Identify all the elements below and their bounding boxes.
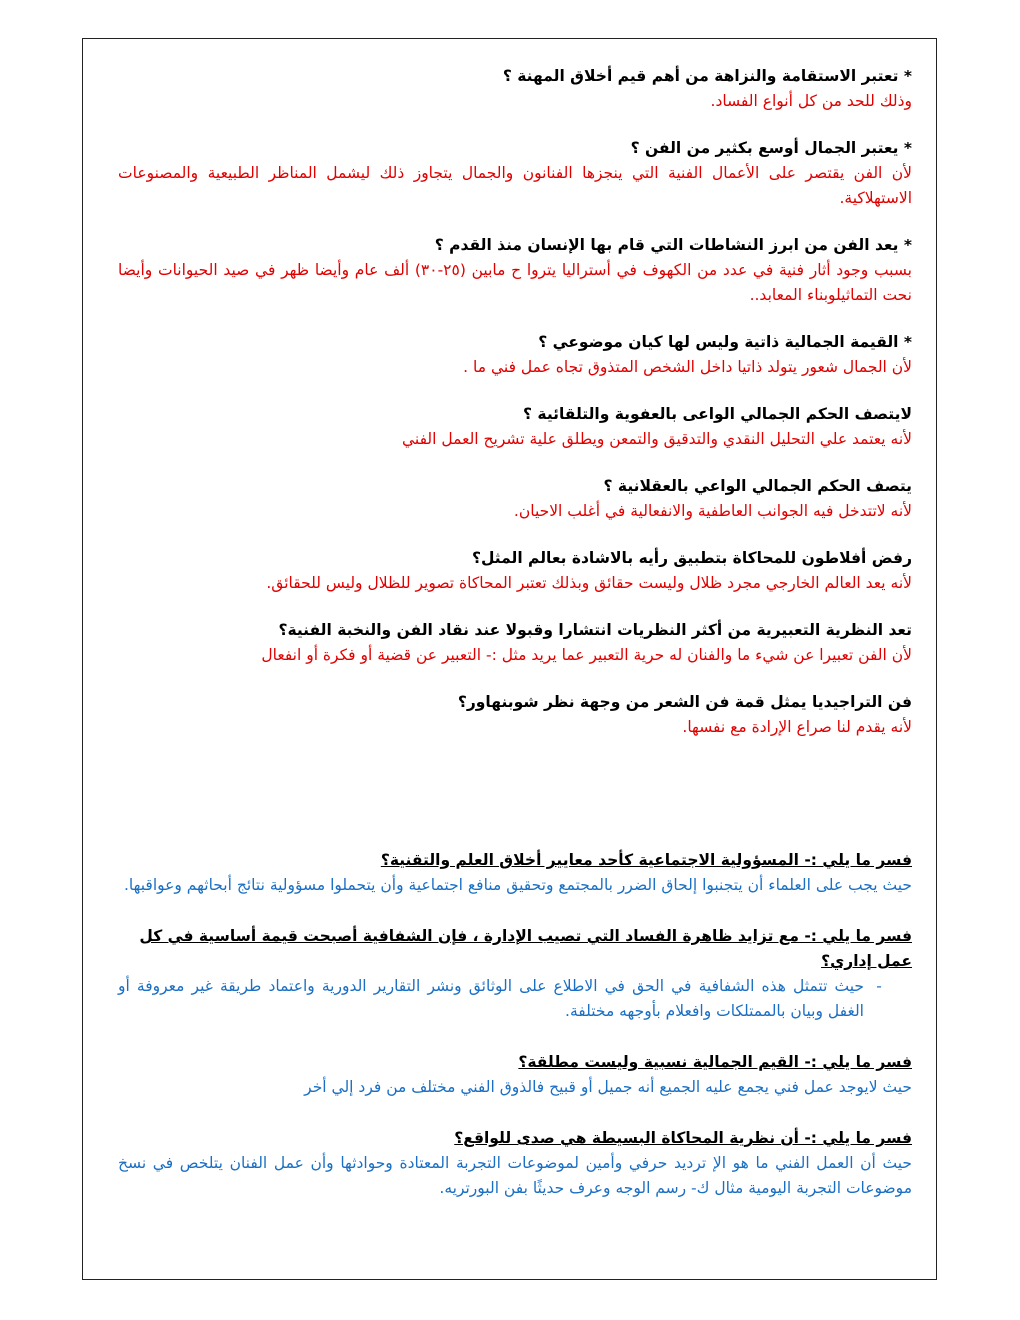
qa-item: [118, 546, 912, 596]
qa-item: [118, 474, 912, 524]
question: * القيمة الجمالية ذاتية وليس لها كيان موضوعي ؟: [538, 333, 912, 351]
qa-item: [118, 690, 912, 740]
answer: لأنه يعتمد علي التحليل النقدي والتدقيق والتمعن ويطلق علية تشريح العمل الفني: [402, 430, 912, 448]
question: يتصف الحكم الجمالي الواعي بالعقلانية ؟: [603, 477, 912, 495]
document-body: [118, 64, 912, 1227]
bullet-row: [118, 974, 912, 1024]
answer: لأنه يعد العالم الخارجي مجرد ظلال وليست حقائق وبذلك تعتبر المحاكاة تصوير للظلال وليس للحقائق.: [266, 574, 912, 592]
qa-item: [118, 402, 912, 452]
answer: حيث يجب على العلماء أن يتجنبوا إلحاق الضرر بالمجتمع وتحقيق منافع اجتماعية وأن يتحملوا مسؤولية نتائج أبحاثهم وعواقبها.: [123, 876, 912, 894]
question: لايتصف الحكم الجمالي الواعى بالعفوية والتلقائية ؟: [523, 405, 912, 423]
question: فسر ما يلي :- المسؤولية الاجتماعية كأحد معايير أخلاق العلم والتقنية؟: [380, 851, 912, 869]
question: تعد النظرية التعبيرية من أكثر النظريات انتشارا وقبولا عند نقاد الفن والنخبة الفنية؟: [278, 621, 912, 639]
explain-item: [118, 1126, 912, 1201]
qa-item: [118, 330, 912, 380]
question: فسر ما يلي :- أن نظرية المحاكاة البسيطة هي صدى للواقع؟: [454, 1129, 912, 1147]
answer: حيث تتمثل هذه الشفافية في الحق في الاطلاع على الوثائق ونشر التقارير الدورية واعتماد طريقة غير معروفة أو الغفل وبيان بالممتلكات وافعلام بأوجهه مختلفة.: [118, 977, 864, 1020]
explain-item: [118, 848, 912, 898]
answer: لأن الجمال شعور يتولد ذاتيا داخل الشخص المتذوق تجاه عمل فني ما .: [463, 358, 912, 376]
question: * يعتبر الجمال أوسع بكثير من الفن ؟: [630, 139, 912, 157]
answer: لأنه لاتتدخل فيه الجوانب العاطفية والانفعالية في أغلب الاحيان.: [513, 502, 912, 520]
question: فن التراجيديا يمثل قمة فن الشعر من وجهة نظر شوبنهاور؟: [457, 693, 912, 711]
answer: لأن الفن يقتصر على الأعمال الفنية التي ينجزها الفنانون والجمال يتجاوز ذلك ليشمل المناظر الطبيعية والمصنوعات الاستهلاكية.: [118, 164, 912, 207]
qa-item: [118, 136, 912, 211]
question: فسر ما يلي :- القيم الجمالية نسبية وليست مطلقة؟: [518, 1053, 912, 1071]
answer: بسبب وجود أثار فنية في عدد من الكهوف في أستراليا يتروا ح مابين (٢٥-٣٠) ألف عام وأيضا ظهر في صيد الحيوانات وأيضا نحت التماثيلوبناء المعابد..: [118, 261, 913, 304]
question: رفض أفلاطون للمحاكاة بتطبيق رأيه بالاشادة بعالم المثل؟: [471, 549, 912, 567]
explain-item: [118, 924, 912, 1024]
qa-item: [118, 233, 912, 308]
question: * يعد الفن من ابرز النشاطات التي قام بها الإنسان منذ القدم ؟: [434, 236, 912, 254]
explain-item: [118, 1050, 912, 1100]
answer: وذلك للحد من كل أنواع الفساد.: [710, 92, 912, 110]
answer: حيث أن العمل الفني ما هو الإ ترديد حرفي وأمين لموضوعات التجربة المعتادة وحوادثها وأن عمل الفنان يتلخص في نسخ موضوعات التجربة اليومية مثال ك- رسم الوجه وعرف حديثًا بفن البورتريه.: [118, 1154, 912, 1197]
qa-item: [118, 618, 912, 668]
section-spacer: [118, 762, 912, 848]
question: فسر ما يلي :- مع تزايد ظاهرة الفساد التي تصيب الإدارة ، فإن الشفافية أصبحت قيمة أساسية في كل عمل إداري؟: [139, 927, 912, 970]
answer: لأنه يقدم لنا صراع الإرادة مع نفسها.: [682, 718, 912, 736]
answer: لأن الفن تعبيرا عن شيء ما والفنان له حرية التعبير عما يريد مثل :- التعبير عن قضية أو فكرة أو انفعال: [261, 646, 912, 664]
bullet-dash: -: [876, 977, 882, 995]
answer: حيث لايوجد عمل فني يجمع عليه الجميع أنه جميل أو قبيح فالذوق الفني مختلف من فرد إلي أخر: [304, 1078, 912, 1096]
question: * تعتبر الاستقامة والنزاهة من أهم قيم أخلاق المهنة ؟: [502, 67, 912, 85]
qa-item: [118, 64, 912, 114]
